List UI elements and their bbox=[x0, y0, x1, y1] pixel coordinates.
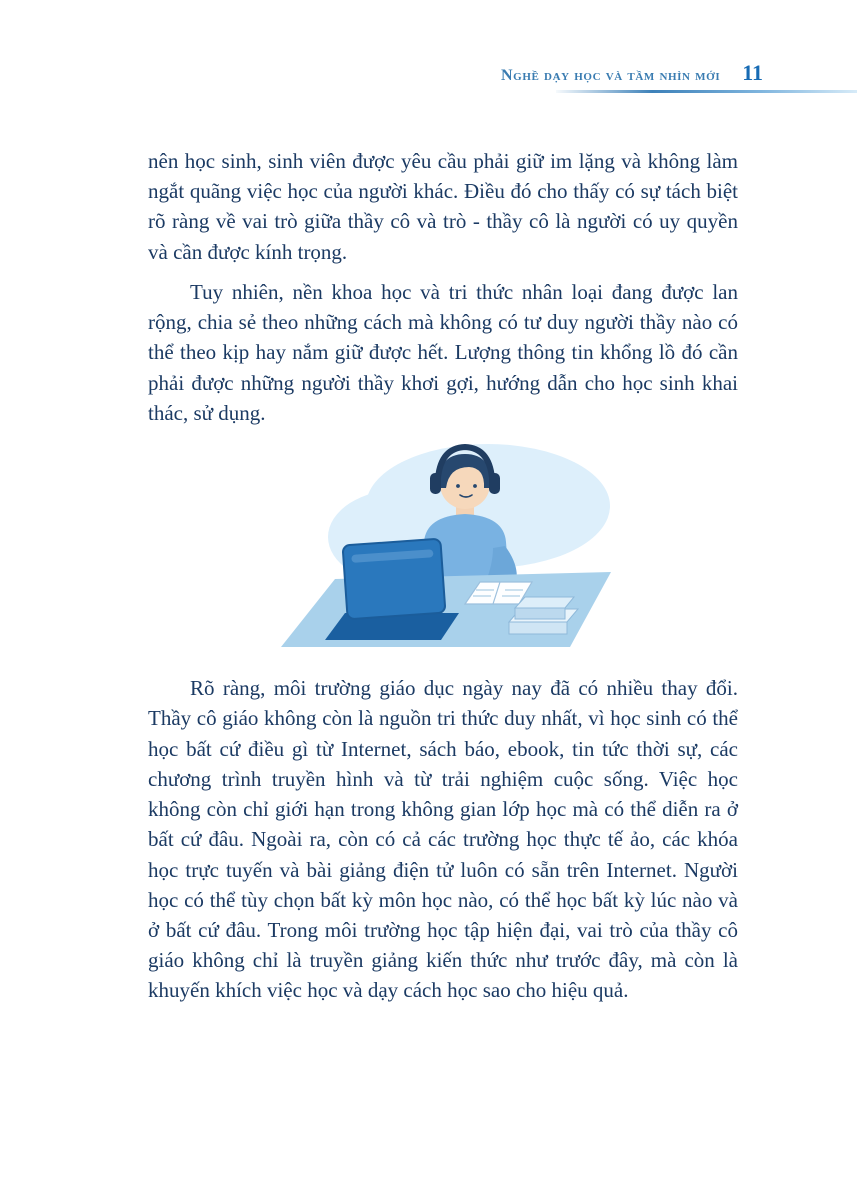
paragraph: nên học sinh, sinh viên được yêu cầu phải giữ im lặng và không làm ngắt quãng việc học của người khác. Điều đó cho thấy có sự tách biệt rõ ràng về vai trò giữa thầy cô và trò - thầy cô là người có uy quyền và cần được kính trọng. bbox=[148, 149, 738, 264]
laptop bbox=[325, 539, 459, 640]
headphone-earcup-right bbox=[489, 473, 500, 494]
paragraph: Rõ ràng, môi trường giáo dục ngày nay đã có nhiều thay đổi. Thầy cô giáo không còn là nguồn tri thức duy nhất, vì học sinh có thể học bất cứ điều gì từ Internet, sách báo, ebook, tin tức thời sự, các chương trình truyền hình và từ trải nghiệm cuộc sống. Việc học không còn chỉ giới hạn trong không gian lớp học mà có thể diễn ra ở bất cứ đâu. Ngoài ra, còn có cả các trường học thực tế ảo, các khóa học trực tuyến và bài giảng điện tử luôn có sẵn trên Internet. Người học có thể tùy chọn bất kỳ môn học nào, có thể học bất kỳ lúc nào và ở bất cứ đâu. Trong môi trường học tập hiện đại, vai trò của thầy cô giáo không chỉ là truyền giảng kiến thức như trước đây, mà còn là khuyến khích việc học và dạy cách học sao cho hiệu quả. bbox=[148, 676, 738, 1003]
page-number: 11 bbox=[742, 60, 763, 85]
header-rule bbox=[556, 90, 857, 93]
running-header bbox=[0, 60, 763, 86]
illustration-student-studying bbox=[148, 442, 738, 657]
paragraph: Tuy nhiên, nền khoa học và tri thức nhân loại đang được lan rộng, chia sẻ theo những cách mà không có tư duy người thầy nào có thể theo kịp hay nắm giữ được hết. Lượng thông tin khổng lồ đó cần phải được những người thầy khơi gợi, hướng dẫn cho học sinh khai thác, sử dụng. bbox=[148, 279, 738, 425]
headphone-earcup-left bbox=[430, 473, 441, 494]
student-at-desk-illustration bbox=[273, 442, 613, 657]
page-body bbox=[148, 146, 738, 1016]
running-header-title: Nghề dạy học và tầm nhìn mới bbox=[501, 67, 721, 84]
